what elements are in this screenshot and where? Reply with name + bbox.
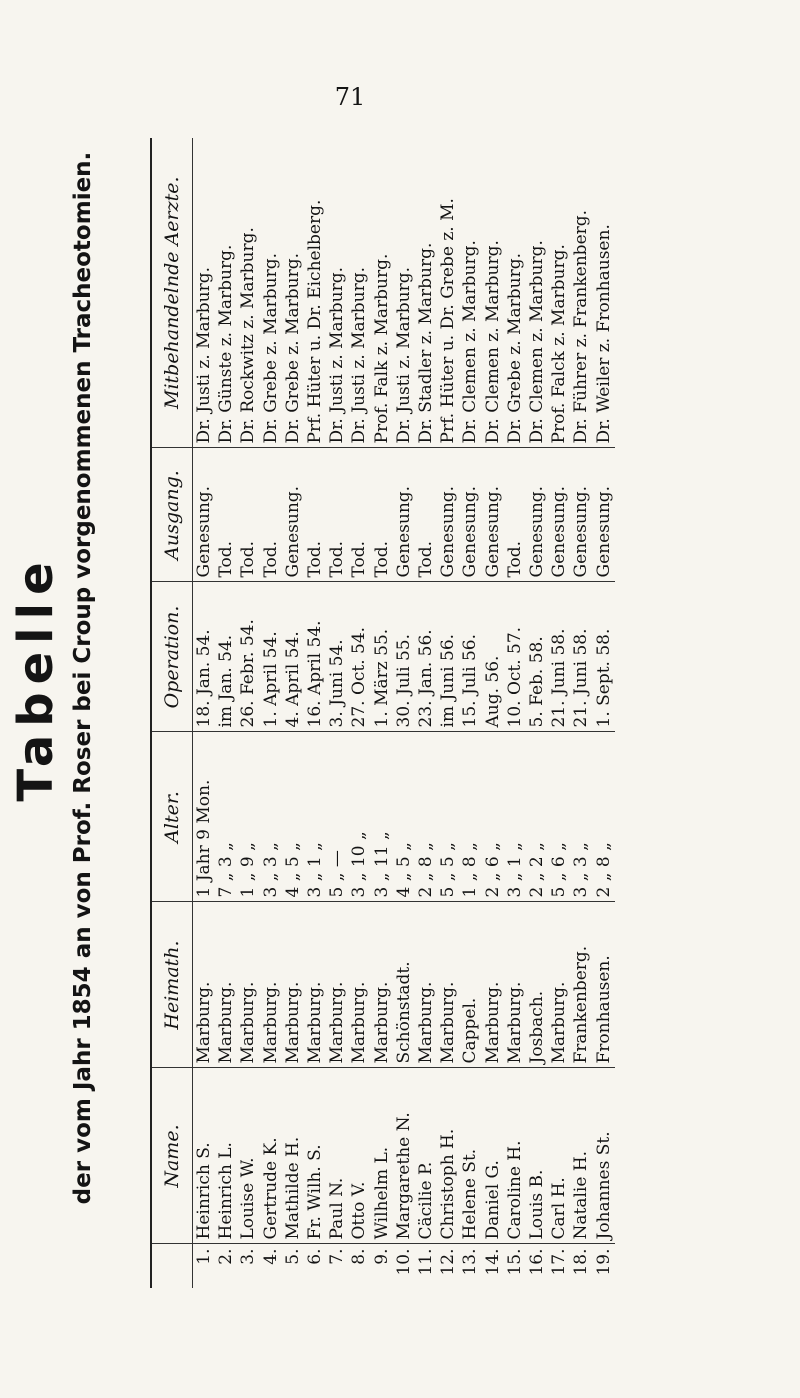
table-row <box>393 138 415 1288</box>
title-block <box>10 78 98 1278</box>
age: 4 „ 5 „ <box>282 732 304 902</box>
patient-name: Caroline H. <box>504 1068 526 1244</box>
outcome: Genesung. <box>459 448 481 582</box>
table-row <box>237 138 259 1288</box>
operation-date: 30. Juli 55. <box>393 582 415 732</box>
operation-date: 1. März 55. <box>371 582 393 732</box>
age: 1 „ 8 „ <box>459 732 481 902</box>
header-number <box>151 1244 193 1288</box>
age: 3 „ 11 „ <box>371 732 393 902</box>
outcome: Genesung. <box>593 448 615 582</box>
table-row <box>415 138 437 1288</box>
table-row <box>437 138 459 1288</box>
row-number: 7. <box>327 1248 348 1265</box>
hometown: Marburg. <box>348 902 370 1068</box>
page-number: 71 <box>334 83 366 111</box>
outcome: Genesung. <box>570 448 592 582</box>
table-row <box>459 138 481 1288</box>
hometown: Marburg. <box>482 902 504 1068</box>
row-number: 4. <box>260 1248 281 1265</box>
tracheotomy-table <box>150 138 615 1288</box>
physician: Dr. Justi z. Marburg. <box>326 138 348 448</box>
age: 2 „ 2 „ <box>526 732 548 902</box>
table-row <box>193 138 216 1288</box>
outcome: Tod. <box>237 448 259 582</box>
operation-date: 15. Juli 56. <box>459 582 481 732</box>
physician: Dr. Justi z. Marburg. <box>393 138 415 448</box>
row-number: 9. <box>371 1248 392 1265</box>
header-ausgang: Ausgang. <box>151 448 193 582</box>
hometown: Marburg. <box>437 902 459 1068</box>
outcome: Genesung. <box>526 448 548 582</box>
patient-name: Louise W. <box>237 1068 259 1244</box>
physician: Dr. Justi z. Marburg. <box>348 138 370 448</box>
age: 3 „ 10 „ <box>348 732 370 902</box>
operation-date: 4. April 54. <box>282 582 304 732</box>
hometown: Josbach. <box>526 902 548 1068</box>
table-row <box>260 138 282 1288</box>
patient-name: Margarethe N. <box>393 1068 415 1244</box>
table-header-row <box>151 138 193 1288</box>
table-row <box>593 138 615 1288</box>
operation-date: 27. Oct. 54. <box>348 582 370 732</box>
table-row <box>304 138 326 1288</box>
hometown: Marburg. <box>237 902 259 1068</box>
outcome: Tod. <box>371 448 393 582</box>
patient-name: Helene St. <box>459 1068 481 1244</box>
row-number: 5. <box>282 1248 303 1265</box>
hometown: Marburg. <box>548 902 570 1068</box>
rotated-table-page <box>0 66 800 1298</box>
table-row <box>282 138 304 1288</box>
physician: Prof. Falck z. Marburg. <box>548 138 570 448</box>
patient-name: Daniel G. <box>482 1068 504 1244</box>
row-number: 1. <box>194 1248 214 1265</box>
header-operation: Operation. <box>151 582 193 732</box>
physician: Dr. Grebe z. Marburg. <box>282 138 304 448</box>
row-number: 10. <box>393 1248 414 1276</box>
hometown: Frankenberg. <box>570 902 592 1068</box>
patient-name: Johannes St. <box>593 1068 615 1244</box>
row-number: 19. <box>593 1248 614 1276</box>
operation-date: 21. Juni 58. <box>570 582 592 732</box>
page-subtitle: der vom Jahr 1854 an von Prof. Roser bei Croup vorgenommenen Tracheotomien. <box>70 151 96 1205</box>
physician: Prf. Hüter u. Dr. Eichelberg. <box>304 138 326 448</box>
outcome: Tod. <box>415 448 437 582</box>
physician: Prf. Hüter u. Dr. Grebe z. M. <box>437 138 459 448</box>
table-row <box>371 138 393 1288</box>
page-title: Tabelle <box>8 554 64 802</box>
physician: Dr. Grebe z. Marburg. <box>260 138 282 448</box>
physician: Dr. Führer z. Frankenberg. <box>570 138 592 448</box>
row-number: 17. <box>549 1248 570 1276</box>
table-row <box>348 138 370 1288</box>
age: 2 „ 6 „ <box>482 732 504 902</box>
outcome: Tod. <box>504 448 526 582</box>
patient-name: Carl H. <box>548 1068 570 1244</box>
physician: Prof. Falk z. Marburg. <box>371 138 393 448</box>
patient-name: Natalie H. <box>570 1068 592 1244</box>
patient-name: Mathilde H. <box>282 1068 304 1244</box>
age: 5 „ 5 „ <box>437 732 459 902</box>
table-row <box>504 138 526 1288</box>
operation-date: 18. Jan. 54. <box>193 582 216 732</box>
patient-name: Heinrich L. <box>215 1068 237 1244</box>
row-number: 6. <box>305 1248 326 1265</box>
age: 3 „ 1 „ <box>304 732 326 902</box>
hometown: Marburg. <box>504 902 526 1068</box>
patient-name: Otto V. <box>348 1068 370 1244</box>
outcome: Tod. <box>215 448 237 582</box>
age: 2 „ 8 „ <box>593 732 615 902</box>
hometown: Marburg. <box>304 902 326 1068</box>
header-alter: Alter. <box>151 732 193 902</box>
physician: Dr. Clemen z. Marburg. <box>526 138 548 448</box>
operation-date: 26. Febr. 54. <box>237 582 259 732</box>
header-heimath: Heimath. <box>151 902 193 1068</box>
operation-date: Aug. 56. <box>482 582 504 732</box>
age: 4 „ 5 „ <box>393 732 415 902</box>
patient-name: Louis B. <box>526 1068 548 1244</box>
operation-date: 5. Feb. 58. <box>526 582 548 732</box>
patient-name: Heinrich S. <box>193 1068 216 1244</box>
table-row <box>548 138 570 1288</box>
age: 2 „ 8 „ <box>415 732 437 902</box>
patient-name: Gertrude K. <box>260 1068 282 1244</box>
physician: Dr. Grebe z. Marburg. <box>504 138 526 448</box>
physician: Dr. Justi z. Marburg. <box>193 138 216 448</box>
header-aerzte: Mitbehandelnde Aerzte. <box>151 138 193 448</box>
age: 5 „ — <box>326 732 348 902</box>
patient-name: Cäcilie P. <box>415 1068 437 1244</box>
age: 5 „ 6 „ <box>548 732 570 902</box>
physician: Dr. Stadler z. Marburg. <box>415 138 437 448</box>
outcome: Tod. <box>326 448 348 582</box>
hometown: Schönstadt. <box>393 902 415 1068</box>
outcome: Tod. <box>304 448 326 582</box>
outcome: Tod. <box>260 448 282 582</box>
hometown: Marburg. <box>326 902 348 1068</box>
age: 7 „ 3 „ <box>215 732 237 902</box>
row-number: 13. <box>460 1248 481 1276</box>
outcome: Genesung. <box>548 448 570 582</box>
physician: Dr. Clemen z. Marburg. <box>482 138 504 448</box>
row-number: 16. <box>527 1248 548 1276</box>
physician: Dr. Weiler z. Fronhausen. <box>593 138 615 448</box>
operation-date: 3. Juni 54. <box>326 582 348 732</box>
patient-name: Christoph H. <box>437 1068 459 1244</box>
outcome: Genesung. <box>193 448 216 582</box>
hometown: Marburg. <box>260 902 282 1068</box>
operation-date: im Juni 56. <box>437 582 459 732</box>
row-number: 2. <box>216 1248 237 1265</box>
age: 3 „ 3 „ <box>260 732 282 902</box>
age: 1 Jahr 9 Mon. <box>193 732 216 902</box>
table-row <box>570 138 592 1288</box>
patient-name: Wilhelm L. <box>371 1068 393 1244</box>
operation-date: 21. Juni 58. <box>548 582 570 732</box>
outcome: Genesung. <box>282 448 304 582</box>
physician: Dr. Rockwitz z. Marburg. <box>237 138 259 448</box>
operation-date: 23. Jan. 56. <box>415 582 437 732</box>
outcome: Genesung. <box>482 448 504 582</box>
row-number: 3. <box>238 1248 259 1265</box>
age: 3 „ 3 „ <box>570 732 592 902</box>
hometown: Cappel. <box>459 902 481 1068</box>
hometown: Marburg. <box>282 902 304 1068</box>
age: 1 „ 9 „ <box>237 732 259 902</box>
age: 3 „ 1 „ <box>504 732 526 902</box>
hometown: Fronhausen. <box>593 902 615 1068</box>
header-name: Name. <box>151 1068 193 1244</box>
operation-date: im Jan. 54. <box>215 582 237 732</box>
operation-date: 16. April 54. <box>304 582 326 732</box>
physician: Dr. Günste z. Marburg. <box>215 138 237 448</box>
operation-date: 1. April 54. <box>260 582 282 732</box>
row-number: 11. <box>416 1248 437 1276</box>
patient-name: Paul N. <box>326 1068 348 1244</box>
operation-date: 1. Sept. 58. <box>593 582 615 732</box>
row-number: 8. <box>349 1248 370 1265</box>
operation-date: 10. Oct. 57. <box>504 582 526 732</box>
outcome: Genesung. <box>393 448 415 582</box>
row-number: 15. <box>504 1248 525 1276</box>
hometown: Marburg. <box>371 902 393 1068</box>
patient-name: Fr. Wilh. S. <box>304 1068 326 1244</box>
hometown: Marburg. <box>193 902 216 1068</box>
row-number: 12. <box>438 1248 459 1276</box>
outcome: Tod. <box>348 448 370 582</box>
hometown: Marburg. <box>415 902 437 1068</box>
table-row <box>526 138 548 1288</box>
table-row <box>215 138 237 1288</box>
hometown: Marburg. <box>215 902 237 1068</box>
physician: Dr. Clemen z. Marburg. <box>459 138 481 448</box>
row-number: 18. <box>571 1248 592 1276</box>
table-row <box>326 138 348 1288</box>
table-row <box>482 138 504 1288</box>
outcome: Genesung. <box>437 448 459 582</box>
row-number: 14. <box>482 1248 503 1276</box>
table-body <box>193 138 615 1288</box>
